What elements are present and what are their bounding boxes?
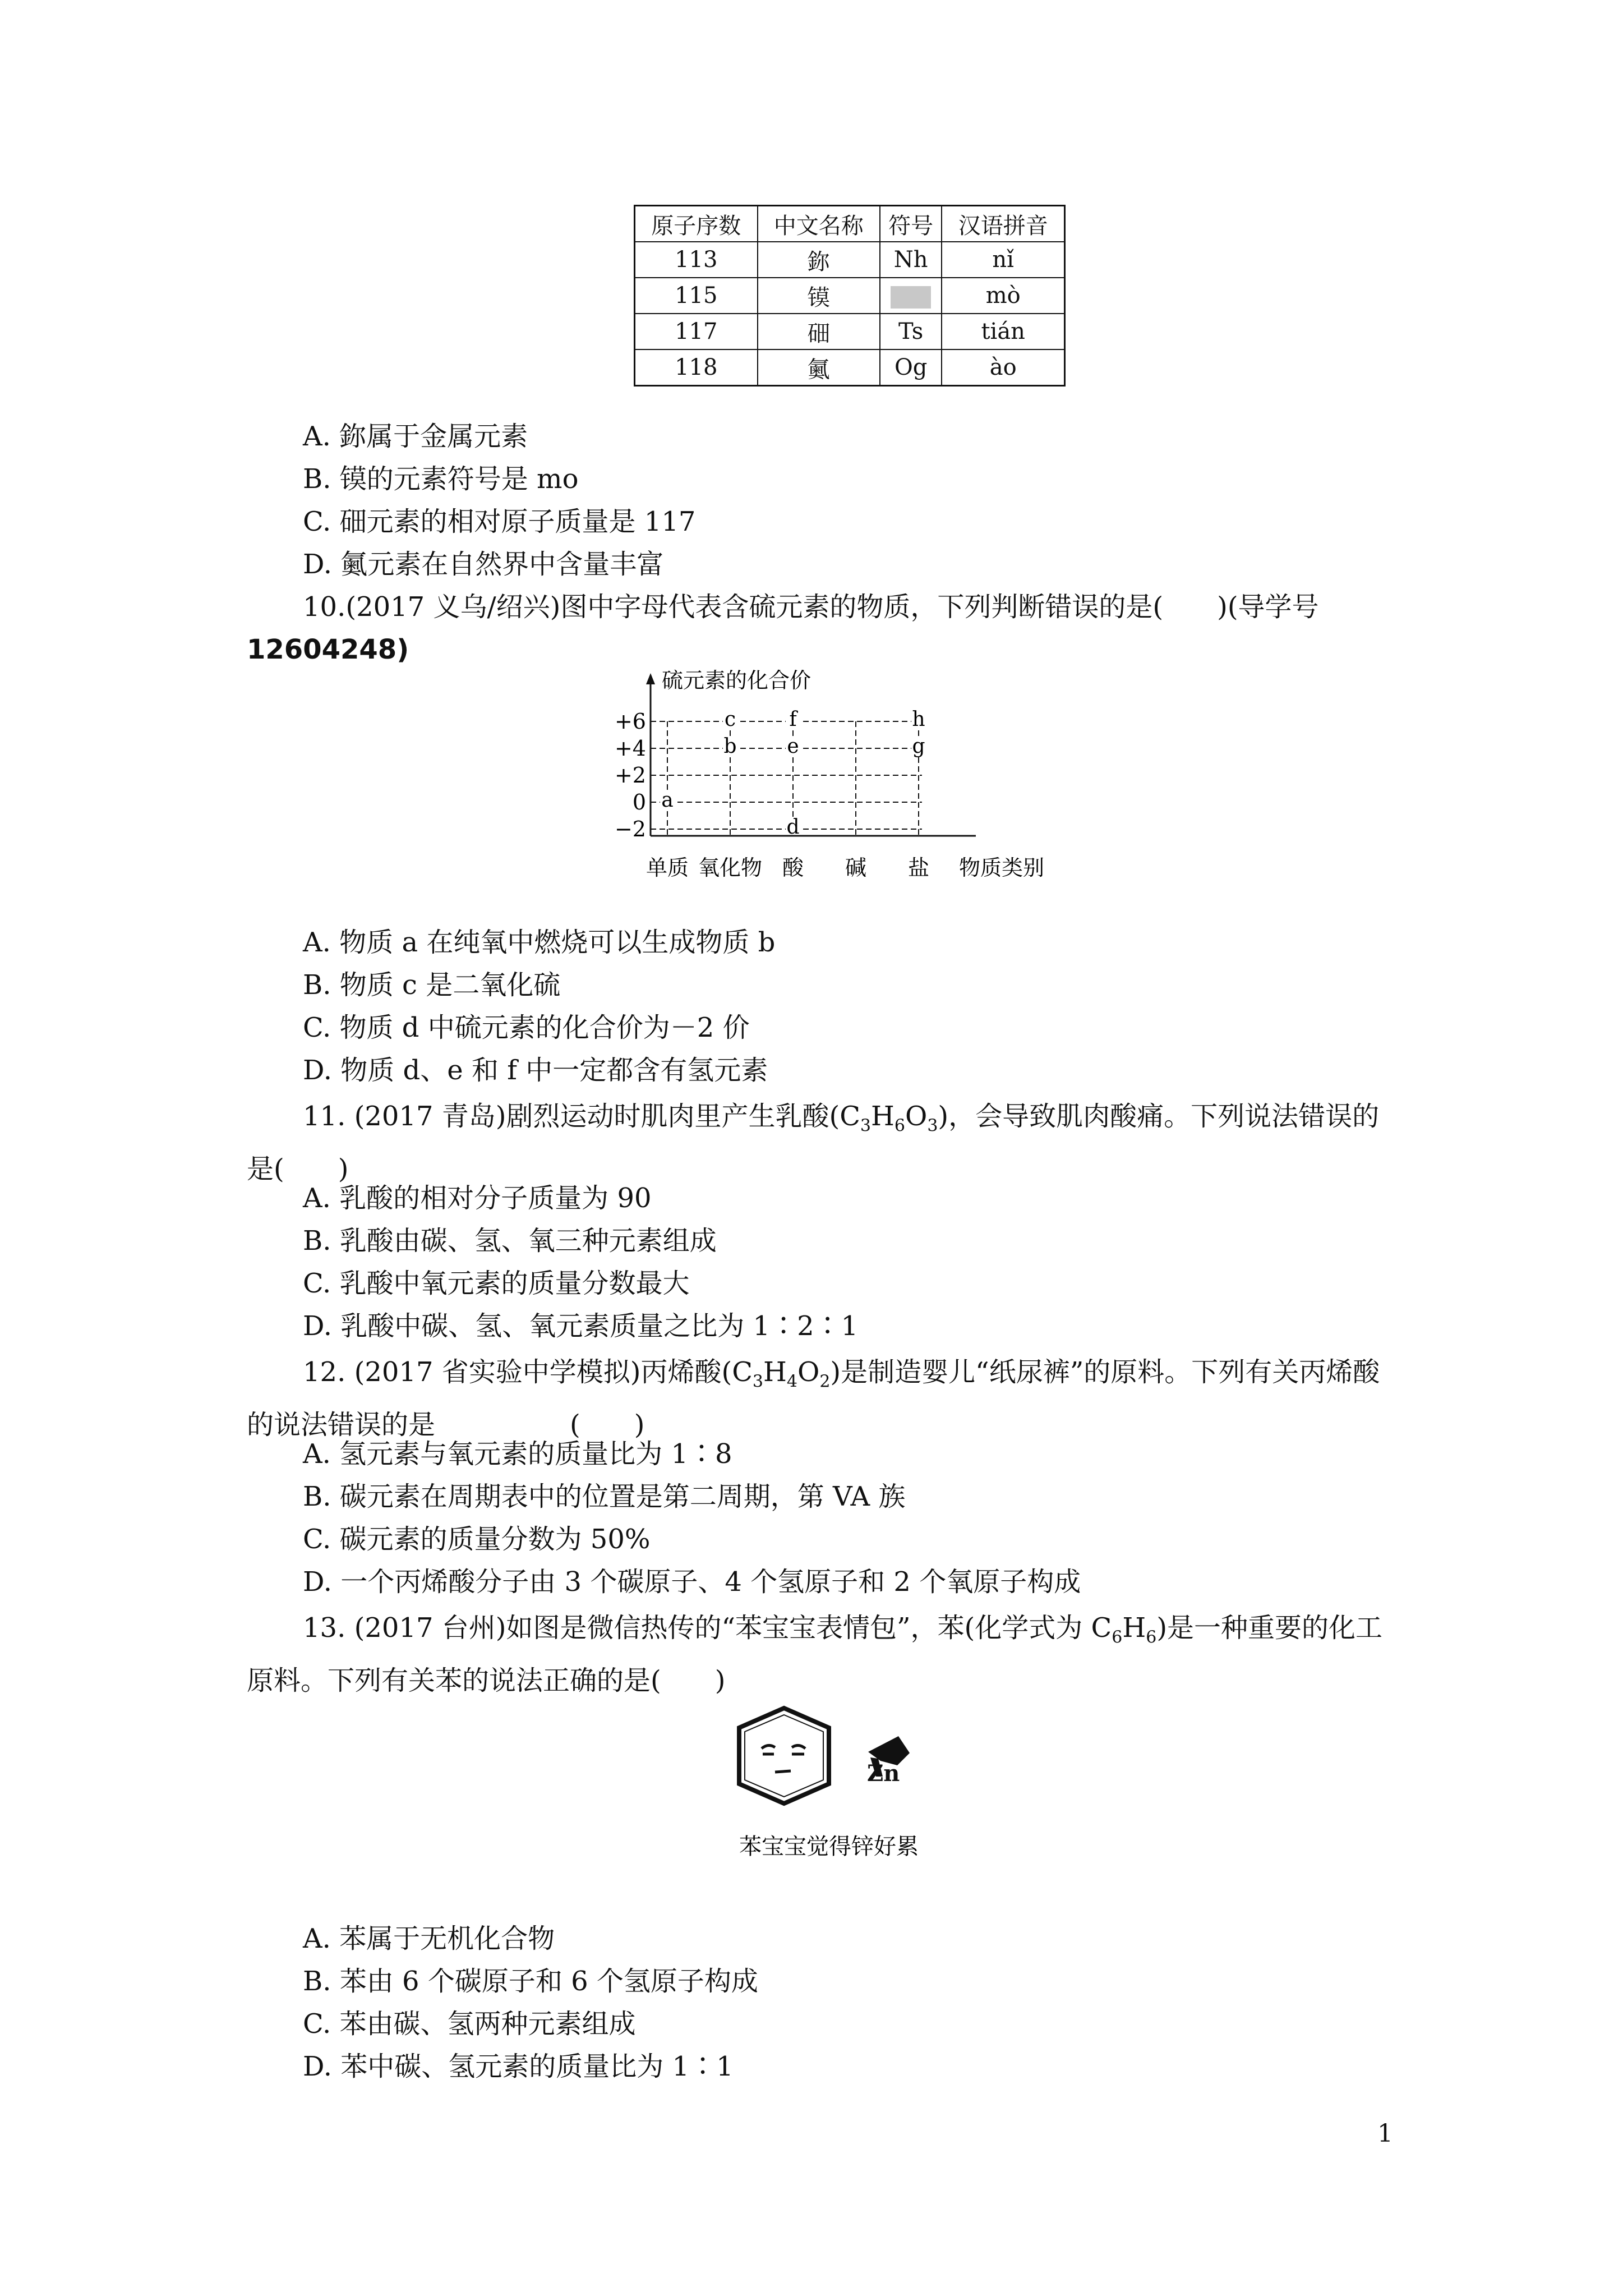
q9-option-d: D. 鿫元素在自然界中含量丰富 bbox=[303, 549, 664, 580]
table-header-row bbox=[635, 206, 1065, 242]
chart-point-d: d bbox=[786, 816, 800, 839]
table-cell: ào bbox=[942, 349, 1064, 386]
q11-option-b: B. 乳酸由碳、氢、氧三种元素组成 bbox=[303, 1225, 717, 1257]
subscript: 3 bbox=[927, 1116, 938, 1136]
subscript: 4 bbox=[786, 1372, 797, 1392]
y-tick-label: −2 bbox=[614, 817, 646, 841]
chart-y-ticks bbox=[615, 709, 646, 841]
sulfur-valence-chart bbox=[594, 668, 1099, 892]
subscript: 6 bbox=[1146, 1627, 1157, 1648]
y-axis-label: 硫元素的化合价 bbox=[662, 668, 811, 693]
table-cell: Ts bbox=[880, 314, 942, 349]
x-category-label: 单质 bbox=[645, 855, 689, 880]
q13-stem bbox=[247, 1607, 1391, 1702]
q12-stem-pre: 12. (2017 省实验中学模拟)丙烯酸(C bbox=[303, 1356, 753, 1388]
q11-stem-pre: 11. (2017 青岛)剧烈运动时肌肉里产生乳酸(C bbox=[303, 1101, 860, 1132]
table-row bbox=[635, 278, 1065, 314]
table-cell: 115 bbox=[635, 278, 758, 314]
subscript: 6 bbox=[894, 1116, 905, 1136]
table-cell-blank bbox=[880, 278, 942, 314]
smirk-face-icon bbox=[762, 1745, 805, 1772]
q13-option-d: D. 苯中碳、氢元素的质量比为 1∶1 bbox=[303, 2051, 734, 2082]
table-cell: tián bbox=[942, 314, 1064, 349]
q12-stem bbox=[247, 1351, 1391, 1446]
table-header: 原子序数 bbox=[635, 206, 758, 242]
q12-stem-post: )是制造婴儿“纸尿裤”的原料。下列有关丙烯酸的说法错误的是 ( ) bbox=[247, 1356, 1380, 1441]
subscript: 6 bbox=[1112, 1627, 1123, 1648]
q11-option-c: C. 乳酸中氧元素的质量分数最大 bbox=[303, 1268, 690, 1299]
image-caption: 苯宝宝觉得锌好累 bbox=[739, 1834, 919, 1860]
q12-option-d: D. 一个丙烯酸分子由 3 个碳原子、4 个氢原子和 2 个氧原子构成 bbox=[303, 1566, 1081, 1598]
table-row bbox=[635, 349, 1065, 386]
q11-option-d: D. 乳酸中碳、氢、氧元素质量之比为 1∶2∶1 bbox=[303, 1310, 859, 1342]
table-header: 符号 bbox=[880, 206, 942, 242]
x-category-label: 碱 bbox=[845, 855, 867, 880]
subscript: 3 bbox=[752, 1372, 764, 1392]
table-cell: 镆 bbox=[758, 278, 880, 314]
chart-frame bbox=[646, 668, 1044, 880]
table-cell: 鉨 bbox=[758, 242, 880, 278]
q9-option-c: C. 鿬元素的相对原子质量是 117 bbox=[303, 506, 696, 537]
q12-option-b: B. 碳元素在周期表中的位置是第二周期，第 VA 族 bbox=[303, 1481, 906, 1512]
x-category-label: 氧化物 bbox=[698, 855, 763, 880]
formula-part: H bbox=[871, 1101, 895, 1132]
q11-stem bbox=[247, 1095, 1391, 1190]
formula-part: H bbox=[763, 1356, 787, 1388]
table-cell: 113 bbox=[635, 242, 758, 278]
x-category-label: 盐 bbox=[907, 855, 930, 880]
chart-x-categories bbox=[646, 855, 929, 880]
q10-guide-number: 12604248) bbox=[247, 634, 409, 665]
table-cell: mò bbox=[942, 278, 1064, 314]
q11-stem-post: )，会导致肌肉酸痛。下列说法错误的是( ) bbox=[247, 1101, 1380, 1185]
blank-fill bbox=[891, 286, 931, 309]
formula-part: O bbox=[797, 1356, 820, 1388]
chart-points bbox=[660, 708, 926, 839]
chart-point-a: a bbox=[661, 789, 674, 812]
zinc-drawing-icon bbox=[867, 1736, 910, 1787]
benzene-emoji-image bbox=[729, 1703, 965, 1865]
y-tick-label: +4 bbox=[614, 736, 646, 761]
chart-point-c: c bbox=[724, 708, 736, 731]
q12-option-c: C. 碳元素的质量分数为 50% bbox=[303, 1524, 651, 1555]
chart-point-g: g bbox=[912, 735, 925, 758]
q9-option-a: A. 鉨属于金属元素 bbox=[303, 421, 528, 452]
table-cell: nǐ bbox=[942, 242, 1064, 278]
page-number: 1 bbox=[1377, 2119, 1393, 2148]
y-tick-label: 0 bbox=[632, 790, 646, 815]
table-cell: 鿫 bbox=[758, 349, 880, 386]
formula-part: H bbox=[1122, 1612, 1146, 1644]
q10-option-a: A. 物质 a 在纯氧中燃烧可以生成物质 b bbox=[303, 927, 776, 958]
table-header: 中文名称 bbox=[758, 206, 880, 242]
y-tick-label: +2 bbox=[614, 763, 646, 788]
table-cell: 118 bbox=[635, 349, 758, 386]
y-tick-label: +6 bbox=[614, 709, 646, 734]
chart-point-f: f bbox=[789, 708, 797, 731]
q13-option-b: B. 苯由 6 个碳原子和 6 个氢原子构成 bbox=[303, 1966, 758, 1997]
chart-point-e: e bbox=[787, 735, 799, 758]
q10-stem: 10.(2017 义乌/绍兴)图中字母代表含硫元素的物质，下列判断错误的是( )(导学号 bbox=[303, 591, 1319, 623]
table-cell: 117 bbox=[635, 314, 758, 349]
formula-part: O bbox=[905, 1101, 928, 1132]
q11-option-a: A. 乳酸的相对分子质量为 90 bbox=[303, 1182, 652, 1214]
q9-option-b: B. 镆的元素符号是 mo bbox=[303, 463, 579, 495]
benzene-hexagon-icon bbox=[739, 1708, 829, 1803]
table-row bbox=[635, 242, 1065, 278]
q13-option-c: C. 苯由碳、氢两种元素组成 bbox=[303, 2008, 636, 2040]
subscript: 2 bbox=[819, 1372, 831, 1392]
table-row bbox=[635, 314, 1065, 349]
table-cell: 鿬 bbox=[758, 314, 880, 349]
element-table bbox=[634, 205, 1066, 386]
x-axis-label: 物质类别 bbox=[959, 855, 1045, 880]
chart-point-h: h bbox=[912, 708, 925, 731]
q12-option-a: A. 氢元素与氧元素的质量比为 1∶8 bbox=[303, 1438, 732, 1470]
table-cell: Og bbox=[880, 349, 942, 386]
q10-option-b: B. 物质 c 是二氧化硫 bbox=[303, 969, 561, 1001]
q13-stem-pre: 13. (2017 台州)如图是微信热传的“苯宝宝表情包”，苯(化学式为 C bbox=[303, 1612, 1112, 1644]
chart-point-b: b bbox=[723, 735, 737, 758]
subscript: 3 bbox=[860, 1116, 872, 1136]
svg-text:Zn: Zn bbox=[867, 1760, 900, 1787]
q10-option-c: C. 物质 d 中硫元素的化合价为－2 价 bbox=[303, 1012, 750, 1043]
table-cell: Nh bbox=[880, 242, 942, 278]
q10-option-d: D. 物质 d、e 和 f 中一定都含有氢元素 bbox=[303, 1055, 768, 1086]
q13-option-a: A. 苯属于无机化合物 bbox=[303, 1923, 555, 1954]
q13-stem-post: )是一种重要的化工原料。下列有关苯的说法正确的是( ) bbox=[247, 1612, 1383, 1696]
x-category-label: 酸 bbox=[782, 855, 804, 880]
table-header: 汉语拼音 bbox=[942, 206, 1064, 242]
